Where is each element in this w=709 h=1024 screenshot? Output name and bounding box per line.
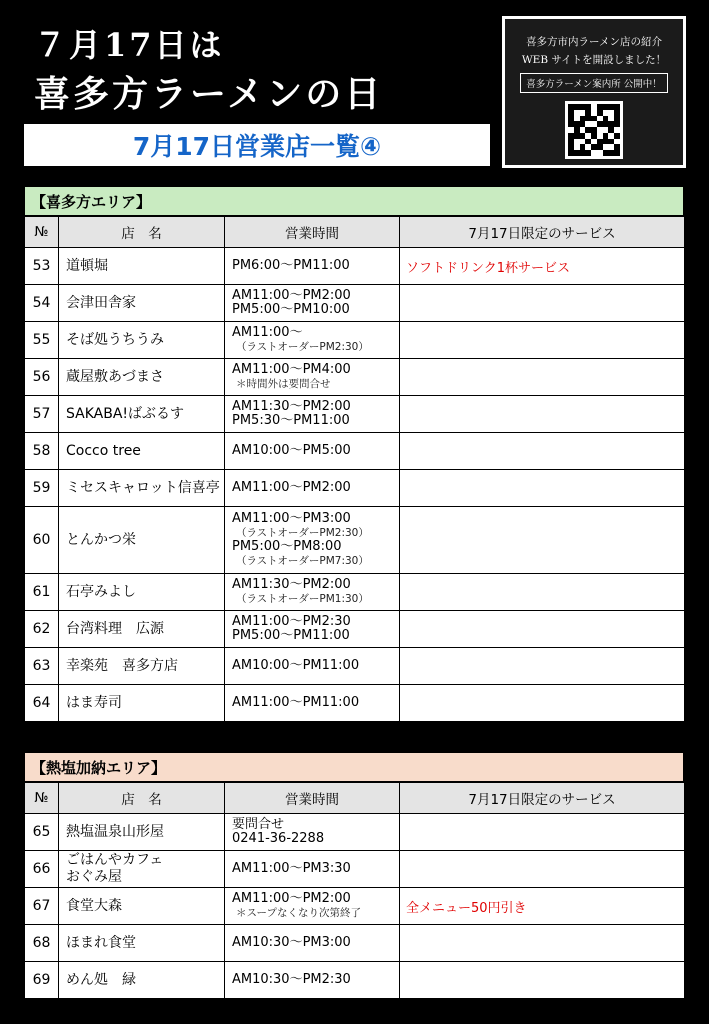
table-row	[25, 611, 685, 648]
subtitle-text: 7月17日営業店一覧④	[132, 132, 382, 161]
store-name: Cocco tree	[66, 442, 141, 459]
service-cell	[400, 470, 685, 507]
table-row	[25, 396, 685, 433]
hours-line: PM5:00～PM8:00	[232, 539, 342, 554]
store-number: 60	[25, 507, 59, 574]
service-cell	[400, 648, 685, 685]
store-name: 会津田舎家	[66, 294, 136, 311]
hours-cell	[225, 888, 400, 925]
table-row	[25, 470, 685, 507]
hours-note: （ラストオーダーPM2:30）	[236, 341, 369, 353]
service-cell: 全メニュー50円引き	[400, 888, 685, 925]
service-cell	[400, 396, 685, 433]
service-cell	[400, 507, 685, 574]
service-cell	[400, 611, 685, 648]
area-kitakata	[24, 186, 684, 722]
service-cell	[400, 685, 685, 722]
store-name: 台湾料理 広源	[66, 620, 164, 637]
service-cell	[400, 285, 685, 322]
hours-line: AM10:00～PM11:00	[232, 658, 360, 673]
hours-line: AM11:00～PM2:00	[232, 480, 351, 495]
hours-cell	[225, 925, 400, 962]
table-row	[25, 685, 685, 722]
table-row	[25, 248, 685, 285]
table-row	[25, 925, 685, 962]
service-cell	[400, 851, 685, 888]
store-name-cell	[59, 574, 225, 611]
hours-note: ＊時間外は要問合せ	[236, 378, 331, 390]
store-table	[24, 782, 685, 999]
service-cell	[400, 925, 685, 962]
column-header-no: №	[25, 217, 59, 248]
page-title-line-1: ７月17日は	[34, 26, 225, 64]
hours-cell	[225, 322, 400, 359]
store-name: SAKABA!ばぶるす	[66, 405, 185, 422]
service-cell	[400, 814, 685, 851]
store-name: 熱塩温泉山形屋	[66, 823, 164, 840]
store-number: 59	[25, 470, 59, 507]
column-header-hours: 営業時間	[225, 783, 400, 814]
area-title: 【熱塩加納エリア】	[24, 752, 684, 782]
store-number: 55	[25, 322, 59, 359]
store-name-cell	[59, 814, 225, 851]
subtitle-banner	[24, 124, 490, 166]
qr-code-icon[interactable]	[565, 101, 623, 159]
hours-line: AM11:00～PM11:00	[232, 695, 360, 710]
store-name-cell	[59, 648, 225, 685]
store-name: おぐみ屋	[66, 869, 122, 885]
column-header-hours: 営業時間	[225, 217, 400, 248]
hours-line: 要問合せ	[232, 817, 285, 832]
store-name: めん処 緑	[66, 971, 136, 988]
page-title-line-2: 喜多方ラーメンの日	[34, 73, 384, 115]
hours-cell	[225, 248, 400, 285]
service-cell	[400, 322, 685, 359]
table-row	[25, 851, 685, 888]
hours-note: ＊スープなくなり次第終了	[236, 907, 361, 919]
store-number: 63	[25, 648, 59, 685]
hours-cell	[225, 962, 400, 999]
table-row	[25, 574, 685, 611]
hours-note: （ラストオーダーPM1:30）	[236, 593, 369, 605]
hours-line: AM11:00～PM3:30	[232, 861, 351, 876]
area-atsushiokano	[24, 752, 684, 999]
table-row	[25, 285, 685, 322]
hours-line: AM10:30～PM2:30	[232, 972, 351, 987]
hours-line: AM11:00～PM2:30	[232, 614, 351, 629]
store-number: 64	[25, 685, 59, 722]
store-name: ほまれ食堂	[66, 934, 136, 951]
store-number: 67	[25, 888, 59, 925]
hours-cell	[225, 814, 400, 851]
store-name-cell	[59, 322, 225, 359]
hours-cell	[225, 396, 400, 433]
hours-line: AM11:00～	[232, 325, 303, 340]
hours-line: AM11:00～PM2:00	[232, 288, 351, 303]
column-header-name: 店 名	[59, 217, 225, 248]
store-name-cell	[59, 248, 225, 285]
hours-note: （ラストオーダーPM7:30）	[236, 555, 369, 567]
qr-panel-line-1: 喜多方市内ラーメン店の紹介	[526, 36, 662, 48]
store-name-cell	[59, 611, 225, 648]
store-name: 蔵屋敷あづまさ	[66, 368, 164, 385]
hours-cell	[225, 851, 400, 888]
store-number: 62	[25, 611, 59, 648]
store-name-cell	[59, 285, 225, 322]
store-number: 66	[25, 851, 59, 888]
store-name: 道頓堀	[66, 257, 108, 274]
hours-note: （ラストオーダーPM2:30）	[236, 527, 369, 539]
hours-line: AM11:00～PM3:00	[232, 511, 351, 526]
store-name-cell	[59, 851, 225, 888]
service-cell	[400, 433, 685, 470]
hours-line: AM11:00～PM4:00	[232, 362, 351, 377]
store-number: 53	[25, 248, 59, 285]
hours-cell	[225, 507, 400, 574]
hours-cell	[225, 470, 400, 507]
column-header-name: 店 名	[59, 783, 225, 814]
column-header-service: 7月17日限定のサービス	[400, 217, 685, 248]
service-cell: ソフトドリンク1杯サービス	[400, 248, 685, 285]
service-cell	[400, 359, 685, 396]
column-header-no: №	[25, 783, 59, 814]
hours-line: AM11:30～PM2:00	[232, 577, 351, 592]
store-table	[24, 216, 685, 722]
hours-line: 0241-36-2288	[232, 831, 325, 846]
hours-line: PM6:00～PM11:00	[232, 258, 350, 273]
store-number: 68	[25, 925, 59, 962]
hours-cell	[225, 611, 400, 648]
store-number: 58	[25, 433, 59, 470]
store-name: ごはんやカフェ	[66, 852, 164, 868]
store-name-cell	[59, 470, 225, 507]
store-name-cell	[59, 507, 225, 574]
table-row	[25, 433, 685, 470]
store-number: 65	[25, 814, 59, 851]
hours-line: PM5:30～PM11:00	[232, 413, 350, 428]
hours-line: AM10:00～PM5:00	[232, 443, 351, 458]
hours-cell	[225, 433, 400, 470]
store-number: 57	[25, 396, 59, 433]
hours-line: PM5:00～PM11:00	[232, 628, 350, 643]
store-number: 54	[25, 285, 59, 322]
hours-cell	[225, 648, 400, 685]
qr-panel-line-2: WEB サイトを開設しました！	[521, 54, 667, 66]
table-row	[25, 359, 685, 396]
hours-cell	[225, 574, 400, 611]
hours-cell	[225, 285, 400, 322]
service-cell	[400, 962, 685, 999]
area-title: 【喜多方エリア】	[24, 186, 684, 216]
store-name: 石亭みよし	[66, 583, 136, 600]
store-name-cell	[59, 962, 225, 999]
store-name-cell	[59, 925, 225, 962]
hours-line: AM11:30～PM2:00	[232, 399, 351, 414]
store-name: 幸楽苑 喜多方店	[66, 657, 178, 674]
table-row	[25, 648, 685, 685]
store-number: 61	[25, 574, 59, 611]
table-row	[25, 888, 685, 925]
store-name-cell	[59, 685, 225, 722]
table-row	[25, 507, 685, 574]
store-number: 69	[25, 962, 59, 999]
table-row	[25, 962, 685, 999]
hours-line: AM10:30～PM3:00	[232, 935, 351, 950]
column-header-service: 7月17日限定のサービス	[400, 783, 685, 814]
table-row	[25, 814, 685, 851]
store-name: はま寿司	[66, 694, 122, 711]
service-cell	[400, 574, 685, 611]
store-name: ミセスキャロット信喜亭	[66, 479, 220, 496]
store-name-cell	[59, 396, 225, 433]
hours-line: PM5:00～PM10:00	[232, 302, 350, 317]
hours-cell	[225, 685, 400, 722]
store-name-cell	[59, 433, 225, 470]
store-name: そば処うちうみ	[66, 331, 164, 348]
store-name: とんかつ栄	[66, 531, 136, 548]
store-number: 56	[25, 359, 59, 396]
qr-info-panel	[502, 16, 686, 168]
store-name-cell	[59, 359, 225, 396]
store-name-cell	[59, 888, 225, 925]
hours-cell	[225, 359, 400, 396]
qr-panel-badge: 喜多方ラーメン案内所 公開中！	[520, 73, 668, 93]
table-row	[25, 322, 685, 359]
store-name: 食堂大森	[66, 897, 122, 914]
hours-line: AM11:00～PM2:00	[232, 891, 351, 906]
